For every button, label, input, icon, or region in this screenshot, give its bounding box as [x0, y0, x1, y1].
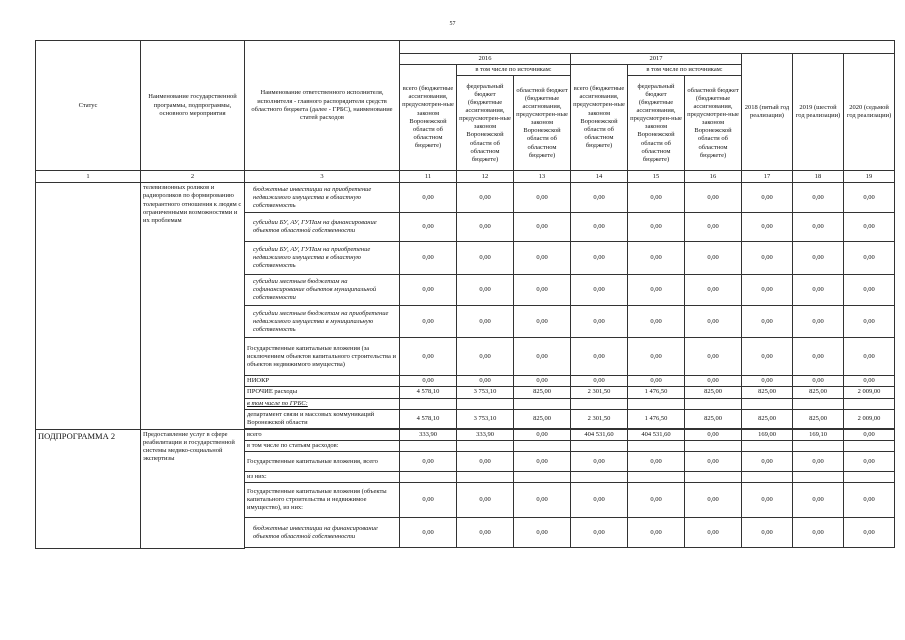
- cell-value: 169,00: [742, 429, 793, 440]
- cell-value: 0,00: [400, 242, 457, 275]
- cell-value: 0,00: [514, 213, 571, 242]
- cell-value: 0,00: [685, 429, 742, 440]
- col-number: 18: [793, 171, 844, 183]
- cell-value: 0,00: [685, 275, 742, 306]
- cell-value: 2 301,50: [571, 409, 628, 428]
- cell-value: 0,00: [742, 306, 793, 338]
- subprogram-status: ПОДПРОГРАММА 2: [36, 429, 141, 548]
- cell-value: 0,00: [457, 275, 514, 306]
- header-year-2016: 2016: [400, 54, 571, 65]
- header-2016-total: всего (бюджетные ассигнования, предусмотрен-ные законом Воронежской области об областном бюджете): [400, 65, 457, 171]
- cell-value: 0,00: [628, 338, 685, 376]
- header-2020: 2020 (седьмой год реализации): [844, 54, 895, 171]
- cell-value: 0,00: [742, 242, 793, 275]
- cell-value: 3 753,10: [457, 387, 514, 398]
- cell-value: 0,00: [742, 452, 793, 472]
- cell-value: 333,90: [400, 429, 457, 440]
- cell-value: 3 753,10: [457, 409, 514, 428]
- cell-value: 0,00: [742, 338, 793, 376]
- cell-value: 0,00: [628, 518, 685, 548]
- cell-value: 0,00: [457, 242, 514, 275]
- cell-value: 0,00: [742, 213, 793, 242]
- cell-value: 0,00: [571, 213, 628, 242]
- cell-value: 0,00: [844, 452, 895, 472]
- cell-value: 0,00: [793, 306, 844, 338]
- cell-value: 0,00: [793, 338, 844, 376]
- row-label: Государственные капитальные вложения (объекты капитального строительства и недвижимое имущество), из них:: [245, 483, 400, 518]
- header-2017-federal: федеральный бюджет (бюджетные ассигнования, предусмотрен-ные законом Воронежской области об областном бюджете): [628, 76, 685, 171]
- header-row-top: [36, 41, 895, 54]
- program-description: телевизионных роликов и радиороликов по формированию толерантного отношения к людям с ограниченными возможностями и их проблемам: [141, 183, 245, 430]
- col-number: 3: [245, 171, 400, 183]
- cell-value: 0,00: [571, 242, 628, 275]
- cell-value: 0,00: [685, 518, 742, 548]
- cell-value: 333,90: [457, 429, 514, 440]
- header-executor: Наименование ответственного исполнителя, исполнителя - главного распорядителя средств областного бюджета (далее - ГРБС), наименование статей расходов: [245, 41, 400, 171]
- cell-value: 0,00: [844, 483, 895, 518]
- cell-value: 0,00: [793, 376, 844, 387]
- cell-value: 0,00: [844, 429, 895, 440]
- row-label: бюджетные инвестиции на финансирование объектов областной собственности: [245, 518, 400, 548]
- cell-value: 0,00: [685, 306, 742, 338]
- header-2018: 2018 (пятый год реализации): [742, 54, 793, 171]
- cell-value: 825,00: [742, 409, 793, 428]
- cell-value: 0,00: [628, 275, 685, 306]
- cell-value: 0,00: [844, 213, 895, 242]
- cell-value: 0,00: [514, 275, 571, 306]
- cell-value: 0,00: [514, 429, 571, 440]
- cell-value: 825,00: [514, 387, 571, 398]
- cell-value: 0,00: [793, 213, 844, 242]
- cell-value: 0,00: [844, 242, 895, 275]
- col-number: 15: [628, 171, 685, 183]
- header-2017-sources: в том числе по источникам:: [628, 65, 742, 76]
- cell-value: 0,00: [628, 452, 685, 472]
- cell-value: 825,00: [514, 409, 571, 428]
- cell-value: 2 009,00: [844, 409, 895, 428]
- row-label: Государственные капитальные вложения, всего: [245, 452, 400, 472]
- cell-value: 404 531,60: [571, 429, 628, 440]
- cell-value: 0,00: [400, 452, 457, 472]
- cell-value: 0,00: [793, 242, 844, 275]
- cell-value: 825,00: [793, 409, 844, 428]
- cell-value: 0,00: [793, 518, 844, 548]
- cell-value: 0,00: [571, 275, 628, 306]
- cell-value: 0,00: [793, 483, 844, 518]
- col-number: 11: [400, 171, 457, 183]
- cell-value: 0,00: [571, 306, 628, 338]
- cell-value: 0,00: [742, 183, 793, 213]
- budget-table: [35, 40, 895, 549]
- col-number: 17: [742, 171, 793, 183]
- cell-value: 0,00: [514, 338, 571, 376]
- cell-value: 0,00: [793, 183, 844, 213]
- cell-value: 0,00: [628, 242, 685, 275]
- header-2016-sources: в том числе по источникам:: [457, 65, 571, 76]
- header-2016-regional: областной бюджет (бюджетные ассигнования, предусмотрен-ные законом Воронежской области об областном бюджете): [514, 76, 571, 171]
- cell-value: 0,00: [793, 275, 844, 306]
- header-2016-federal: федеральный бюджет (бюджетные ассигнования, предусмотрен-ные законом Воронежской области об областном бюджете): [457, 76, 514, 171]
- cell-value: 825,00: [793, 387, 844, 398]
- header-status: Статус: [36, 41, 141, 171]
- cell-value: 0,00: [844, 376, 895, 387]
- row-label: Государственные капитальные вложения (за исключением объектов капитального строительства и объектов недвижимого имущества): [245, 338, 400, 376]
- cell-value: 0,00: [844, 338, 895, 376]
- cell-value: 4 578,10: [400, 409, 457, 428]
- col-number: 1: [36, 171, 141, 183]
- cell-value: 2 301,50: [571, 387, 628, 398]
- cell-value: 0,00: [457, 376, 514, 387]
- cell-value: 0,00: [400, 183, 457, 213]
- cell-value: 0,00: [514, 242, 571, 275]
- cell-value: 0,00: [628, 306, 685, 338]
- cell-value: 0,00: [457, 483, 514, 518]
- cell-value: 1 476,50: [628, 409, 685, 428]
- col-number: 14: [571, 171, 628, 183]
- cell-value: 4 578,10: [400, 387, 457, 398]
- cell-value: 0,00: [457, 518, 514, 548]
- row-label: субсидии БУ, АУ, ГУПам на финансирование объектов областной собственности: [245, 213, 400, 242]
- row-label: всего: [245, 429, 400, 440]
- cell-value: 0,00: [514, 183, 571, 213]
- cell-value: 0,00: [742, 518, 793, 548]
- cell-value: 0,00: [844, 306, 895, 338]
- header-year-2017: 2017: [571, 54, 742, 65]
- col-number: 19: [844, 171, 895, 183]
- cell-value: 0,00: [685, 483, 742, 518]
- cell-value: 0,00: [400, 483, 457, 518]
- row-label: субсидии местным бюджетам на софинансирование объектов муниципальной собственности: [245, 275, 400, 306]
- cell-value: 1 476,50: [628, 387, 685, 398]
- cell-value: 0,00: [742, 483, 793, 518]
- cell-value: 0,00: [457, 338, 514, 376]
- cell-value: 0,00: [571, 452, 628, 472]
- cell-value: 825,00: [742, 387, 793, 398]
- row-label: НИОКР: [245, 376, 400, 387]
- cell-value: 0,00: [685, 213, 742, 242]
- col-number: 16: [685, 171, 742, 183]
- cell-value: 0,00: [742, 376, 793, 387]
- row-label: субсидии БУ, АУ, ГУПам на приобретение недвижимого имущества в областную собственность: [245, 242, 400, 275]
- header-program: Наименование государственной программы, подпрограммы, основного мероприятия: [141, 41, 245, 171]
- cell-value: 0,00: [457, 213, 514, 242]
- row-label: в том числе по статьям расходов:: [245, 441, 400, 452]
- cell-value: 0,00: [400, 306, 457, 338]
- cell-value: 0,00: [628, 183, 685, 213]
- cell-value: 0,00: [685, 242, 742, 275]
- cell-value: 0,00: [793, 452, 844, 472]
- header-2017-total: всего (бюджетные ассигнования, предусмотрен-ные законом Воронежской области об областном бюджете): [571, 65, 628, 171]
- cell-value: 0,00: [571, 483, 628, 518]
- cell-value: 0,00: [514, 483, 571, 518]
- table-row: [36, 429, 895, 440]
- cell-value: 0,00: [400, 275, 457, 306]
- cell-value: 0,00: [844, 518, 895, 548]
- cell-value: 0,00: [400, 213, 457, 242]
- dept-label: департамент связи и массовых коммуникаций Воронежской области: [245, 409, 400, 428]
- cell-value: 0,00: [400, 518, 457, 548]
- cell-value: 0,00: [457, 452, 514, 472]
- cell-value: 0,00: [628, 483, 685, 518]
- cell-value: 0,00: [400, 376, 457, 387]
- row-label: из них:: [245, 472, 400, 483]
- cell-value: 0,00: [844, 183, 895, 213]
- subprogram-description: Предоставление услуг в сфере реабилитации и государственной системы медико-социальной экспертизы: [141, 429, 245, 548]
- cell-value: 0,00: [742, 275, 793, 306]
- cell-value: 0,00: [628, 376, 685, 387]
- header-2017-regional: областной бюджет (бюджетные ассигнования, предусмотрен-ные законом Воронежской области об областном бюджете): [685, 76, 742, 171]
- cell-value: 0,00: [571, 338, 628, 376]
- cell-value: 0,00: [685, 183, 742, 213]
- row-label: бюджетные инвестиции на приобретение недвижимого имущества в областную собственность: [245, 183, 400, 213]
- table-row: [36, 183, 895, 213]
- cell-value: 0,00: [457, 183, 514, 213]
- column-numbers-row: [36, 171, 895, 183]
- cell-value: 0,00: [514, 518, 571, 548]
- page-number: 57: [449, 21, 456, 27]
- cell-value: 0,00: [628, 213, 685, 242]
- cell-value: 0,00: [571, 518, 628, 548]
- col-number: 2: [141, 171, 245, 183]
- cell-value: 825,00: [685, 409, 742, 428]
- header-2019: 2019 (шестой год реализации): [793, 54, 844, 171]
- cell-value: 0,00: [514, 452, 571, 472]
- cell-value: 169,10: [793, 429, 844, 440]
- cell-value: 0,00: [571, 183, 628, 213]
- cell-value: 0,00: [457, 306, 514, 338]
- row-label: субсидии местным бюджетам на приобретение недвижимого имущества в муниципальную собственность: [245, 306, 400, 338]
- cell-value: 0,00: [685, 338, 742, 376]
- cell-value: 0,00: [571, 376, 628, 387]
- cell-value: 0,00: [400, 338, 457, 376]
- grbs-label: в том числе по ГРБС:: [245, 398, 400, 409]
- cell-value: 0,00: [514, 306, 571, 338]
- cell-value: 404 531,60: [628, 429, 685, 440]
- cell-value: 0,00: [685, 452, 742, 472]
- cell-value: 825,00: [685, 387, 742, 398]
- cell-value: 2 009,00: [844, 387, 895, 398]
- cell-value: 0,00: [685, 376, 742, 387]
- cell-value: 0,00: [514, 376, 571, 387]
- col-number: 13: [514, 171, 571, 183]
- row-label: ПРОЧИЕ расходы: [245, 387, 400, 398]
- cell-value: 0,00: [844, 275, 895, 306]
- col-number: 12: [457, 171, 514, 183]
